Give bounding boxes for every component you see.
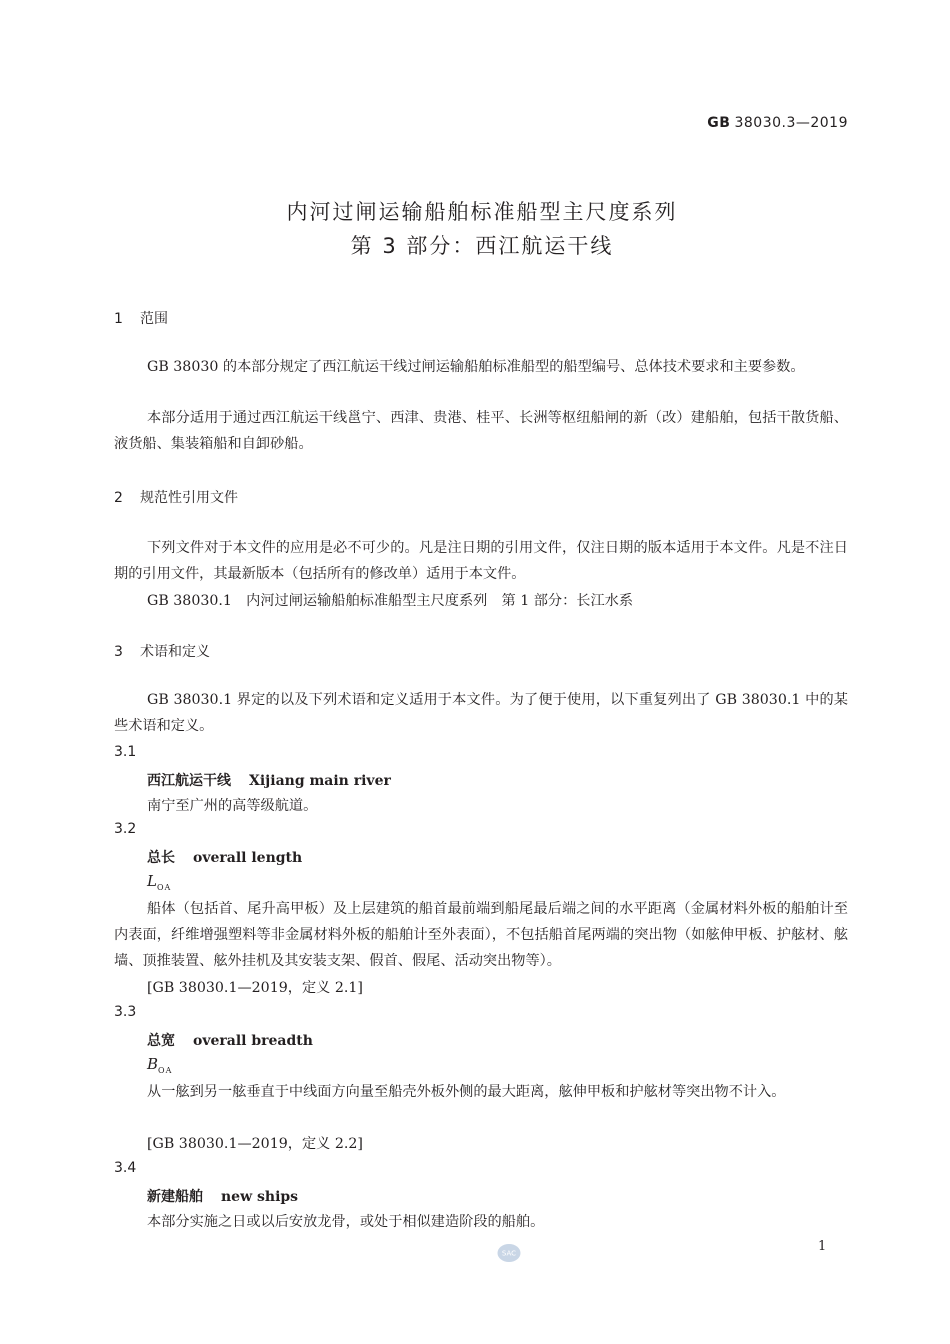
paragraph: GB 38030 的本部分规定了西江航运干线过闸运输船舶标准船型的船型编号、总体技术要求和主要参数。 — [147, 359, 805, 375]
term-chinese: 总宽 — [147, 1033, 175, 1049]
standard-prefix: GB — [707, 115, 731, 131]
section-title: 规范性引用文件 — [140, 490, 238, 506]
section-number: 3 — [114, 644, 123, 660]
clause-number: 3.2 — [114, 821, 137, 837]
clause-number: 3.4 — [114, 1160, 137, 1176]
symbol-subscript: OA — [156, 883, 172, 892]
symbol-letter: L — [147, 872, 157, 890]
paragraph: GB 38030.1 界定的以及下列术语和定义适用于本文件。为了便于使用，以下重复列出了 GB 38030.1 中的某些术语和定义。 — [114, 692, 848, 734]
section-title: 范围 — [140, 311, 168, 327]
section-heading-scope — [114, 308, 168, 328]
section-heading-terms — [114, 641, 210, 661]
term-source: [GB 38030.1—2019，定义 2.1] — [147, 980, 363, 996]
term-symbol — [147, 872, 171, 892]
standard-number — [707, 115, 848, 131]
term-definition: 从一舷到另一舷垂直于中线面方向量至船壳外板外侧的最大距离，舷伸甲板和护舷材等突出物不计入。 — [147, 1084, 786, 1100]
term-symbol — [147, 1055, 172, 1075]
term-english: overall length — [193, 850, 303, 866]
term-entry — [147, 847, 302, 867]
term-english: overall breadth — [193, 1033, 313, 1049]
clause-number: 3.1 — [114, 744, 137, 760]
symbol-letter: B — [147, 1055, 159, 1073]
section-title: 术语和定义 — [140, 644, 210, 660]
section-number: 2 — [114, 490, 123, 506]
term-chinese: 总长 — [147, 850, 175, 866]
term-entry — [147, 1030, 313, 1050]
document-title: 内河过闸运输船舶标准船型主尺度系列 — [286, 200, 678, 224]
sac-logo-icon — [497, 1243, 521, 1263]
page-number: 1 — [818, 1239, 827, 1254]
logo-text: SAC — [501, 1249, 517, 1258]
symbol-subscript: OA — [158, 1066, 173, 1075]
standard-code: 38030.3—2019 — [734, 115, 848, 131]
term-chinese: 新建船舶 — [147, 1189, 203, 1205]
paragraph: 下列文件对于本文件的应用是必不可少的。凡是注日期的引用文件，仅注日期的版本适用于本文件。凡是不注日期的引用文件，其最新版本（包括所有的修改单）适用于本文件。 — [114, 540, 848, 582]
paragraph: 本部分适用于通过西江航运干线邕宁、西津、贵港、桂平、长洲等枢纽船闸的新（改）建船舶，包括干散货船、液货船、集装箱船和自卸砂船。 — [114, 410, 848, 452]
term-entry — [147, 1186, 298, 1206]
term-english: Xijiang main river — [249, 773, 391, 789]
term-english: new ships — [221, 1189, 299, 1205]
sac-logo — [497, 1243, 521, 1263]
document-subtitle: 第 3 部分：西江航运干线 — [350, 234, 614, 258]
section-number: 1 — [114, 311, 123, 327]
term-source: [GB 38030.1—2019，定义 2.2] — [147, 1136, 363, 1152]
term-definition: 南宁至广州的高等级航道。 — [147, 798, 318, 814]
term-chinese: 西江航运干线 — [147, 773, 231, 789]
term-definition: 船体（包括首、尾升高甲板）及上层建筑的船首最前端到船尾最后端之间的水平距离（金属材料外板的船舶计至内表面，纤维增强塑料等非金属材料外板的船舶计至外表面），不包括船首尾两端的突出物（如舷伸甲板、护舷材、舷墙、顶推装置、舷外挂机及其安装支架、假首、假尾、活动突出物等）。 — [114, 901, 848, 969]
clause-number: 3.3 — [114, 1004, 137, 1020]
section-heading-normative-references — [114, 487, 238, 507]
term-entry — [147, 770, 391, 790]
term-definition: 本部分实施之日或以后安放龙骨，或处于相似建造阶段的船舶。 — [147, 1214, 545, 1230]
reference-item: GB 38030.1 内河过闸运输船舶标准船型主尺度系列 第 1 部分：长江水系 — [147, 593, 634, 609]
